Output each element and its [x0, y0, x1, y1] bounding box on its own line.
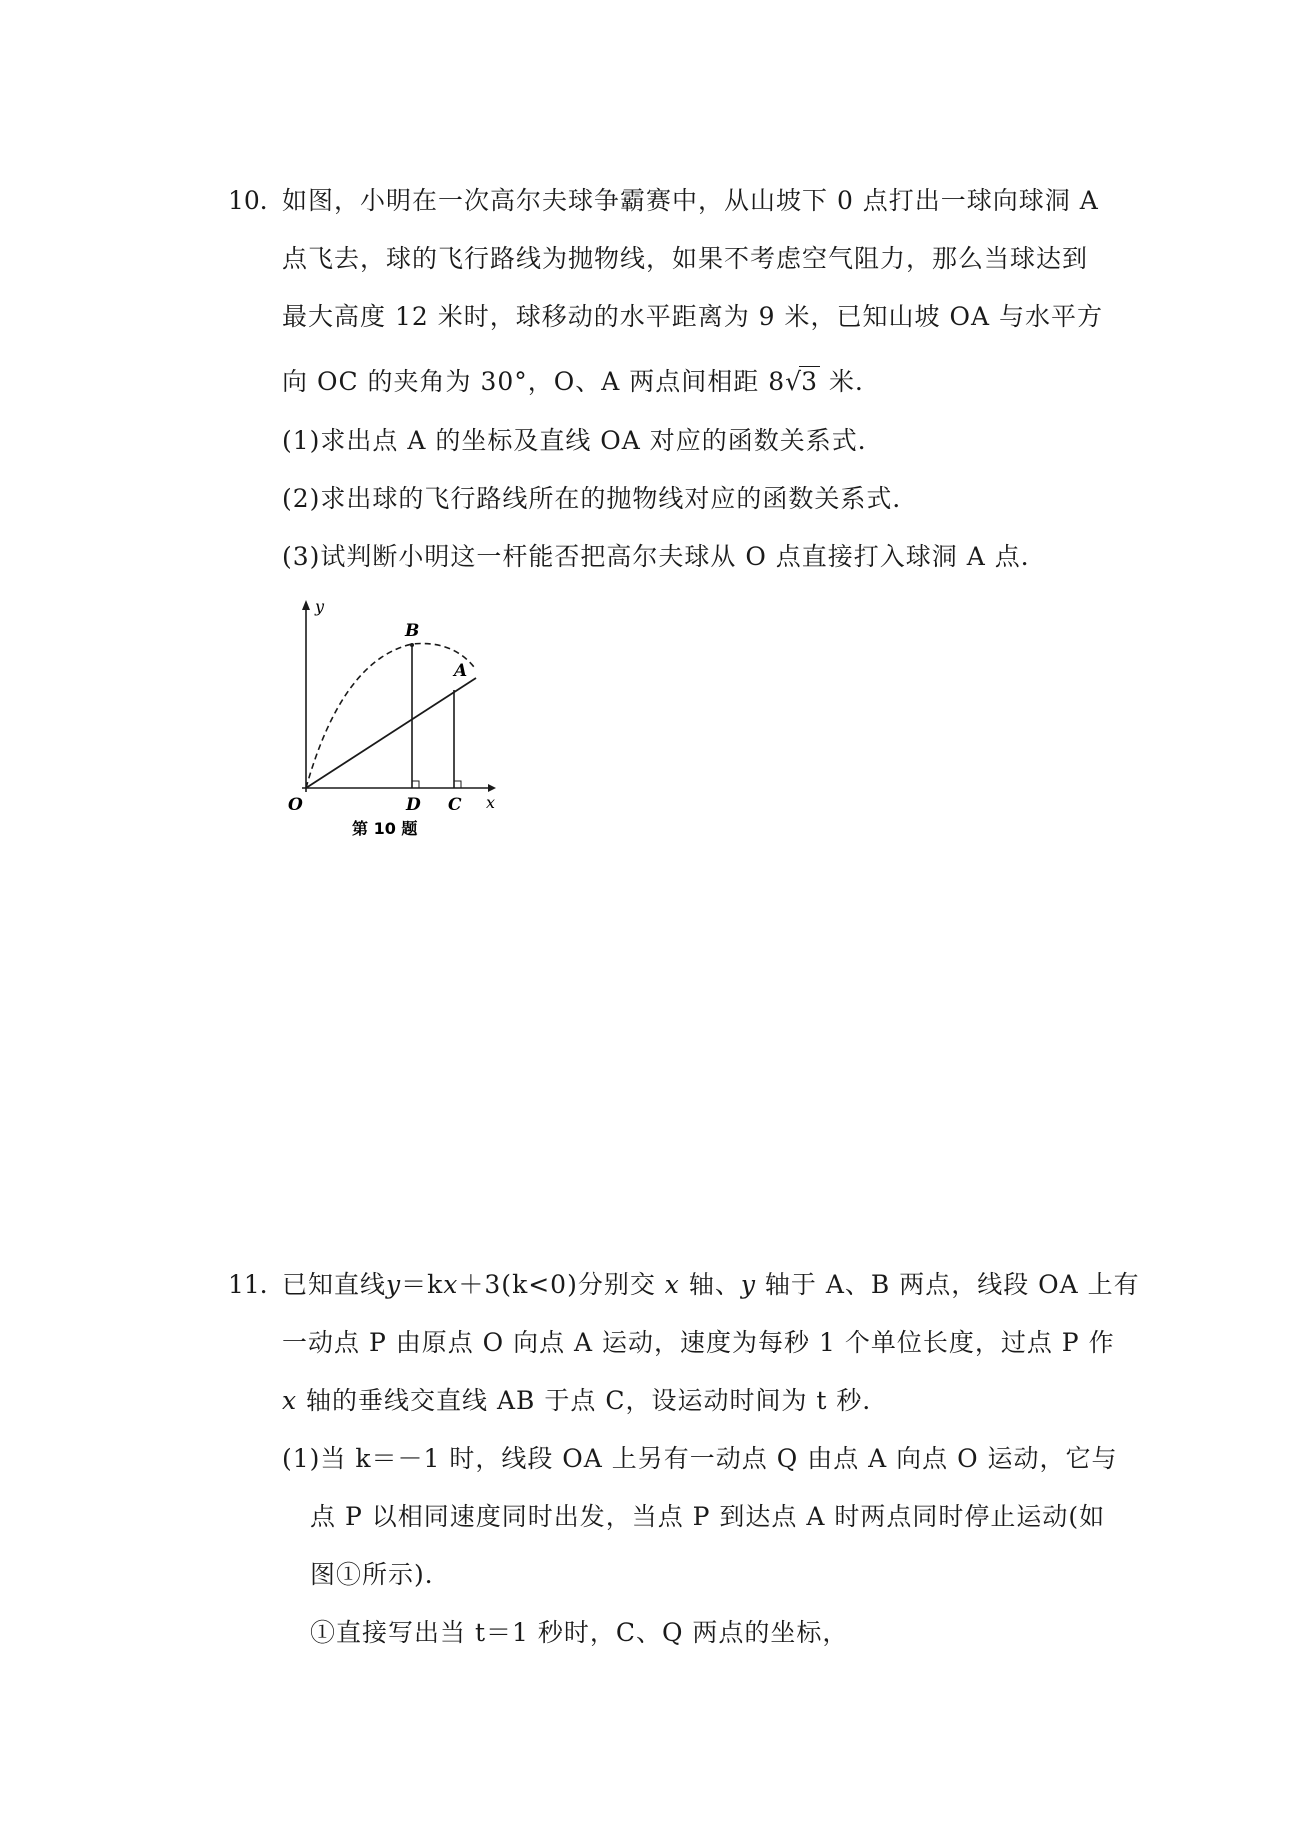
right-angle-c-icon: [454, 781, 461, 788]
problem-10-part-2: (2)求出球的飞行路线所在的抛物线对应的函数关系式．: [282, 484, 919, 513]
y-axis-label: y: [315, 597, 325, 616]
problem-11-line-2: 一动点 P 由原点 O 向点 A 运动，速度为每秒 1 个单位长度，过点 P 作: [282, 1328, 1115, 1357]
x-axis-label: x: [486, 793, 496, 812]
problem-11-line-3: [282, 1384, 888, 1418]
point-b: [410, 643, 414, 647]
problem-10-line-3: 最大高度 12 米时，球移动的水平距离为 9 米，已知山坡 OA 与水平方: [282, 302, 1103, 331]
point-c-label: C: [448, 795, 462, 815]
x-axis-arrow-icon: [488, 784, 496, 792]
p11-text-c: ＋3(k<0)分别交: [458, 1270, 656, 1299]
problem-11-line-1: [282, 1268, 1140, 1302]
point-o-label: O: [288, 795, 303, 815]
point-d-label: D: [406, 795, 421, 815]
problem-11-number: 11．: [228, 1270, 285, 1299]
problem-10-line-1: 如图，小明在一次高尔夫球争霸赛中，从山坡下 0 点打出一球向球洞 A: [282, 186, 1099, 215]
p11-text-e: 轴于 A、B 两点，线段 OA 上有: [755, 1270, 1140, 1299]
p11-line-3-text: 轴的垂线交直线 AB 于点 C，设运动时间为 t 秒．: [297, 1386, 889, 1415]
problem-11-sub1-line-2: 点 P 以相同速度同时出发，当点 P 到达点 A 时两点同时停止运动(如: [310, 1502, 1106, 1531]
problem-10-number: 10．: [228, 186, 285, 215]
var-x-2: x: [664, 1270, 680, 1299]
problem-11-sub1-question-1: ①直接写出当 t＝1 秒时，C、Q 两点的坐标，: [310, 1618, 849, 1647]
sqrt-expression: √ 3: [785, 367, 819, 396]
p11-text-d: 轴、: [679, 1270, 741, 1299]
line-oa: [306, 678, 476, 788]
sqrt-argument: 3: [801, 367, 819, 396]
problem-10-part-1: (1)求出点 A 的坐标及直线 OA 对应的函数关系式．: [282, 426, 884, 455]
point-a-label: A: [454, 661, 468, 681]
p11-text-b: ＝k: [401, 1270, 444, 1299]
problem-10-line-2: 点飞去，球的飞行路线为抛物线，如果不考虑空气阻力，那么当球达到: [282, 244, 1089, 273]
problem-10-part-3: (3)试判断小明这一杆能否把高尔夫球从 O 点直接打入球洞 A 点．: [282, 542, 1047, 571]
var-x: x: [443, 1270, 459, 1299]
parabola-path: [306, 643, 474, 788]
figure-caption: 第 10 题: [352, 819, 418, 838]
problem-10-line-4-end: 米．: [820, 367, 881, 396]
var-x-3: x: [282, 1386, 298, 1415]
p11-text-a: 已知直线: [282, 1270, 387, 1299]
var-y: y: [386, 1270, 402, 1299]
problem-11-sub1-line-1: (1)当 k＝－1 时，线段 OA 上另有一动点 Q 由点 A 向点 O 运动，它与: [282, 1444, 1118, 1473]
problem-11-sub1-line-3: 图①所示)．: [310, 1560, 451, 1589]
y-axis-arrow-icon: [302, 600, 310, 610]
problem-10-line-4-text: 向 OC 的夹角为 30°，O、A 两点间相距 8: [282, 367, 786, 396]
problem-10-figure: [282, 592, 512, 842]
point-b-label: B: [405, 621, 420, 641]
right-angle-d-icon: [412, 781, 419, 788]
var-y-2: y: [740, 1270, 756, 1299]
problem-10-line-4: [282, 365, 881, 399]
